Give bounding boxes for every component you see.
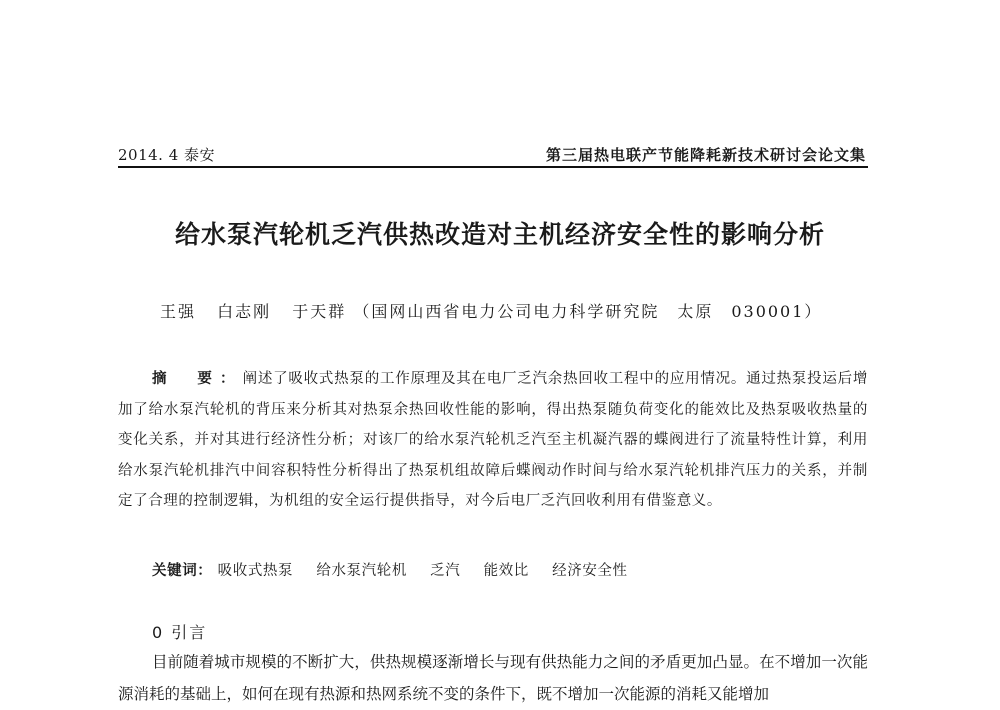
keyword: 吸收式热泵 <box>217 563 294 579</box>
header-proceedings-title: 第三届热电联产节能降耗新技术研讨会论文集 <box>545 146 866 164</box>
abstract-label: 摘 要： <box>152 371 243 387</box>
keyword: 能效比 <box>483 563 529 579</box>
keywords <box>152 559 646 580</box>
body-text <box>118 646 868 710</box>
keyword: 乏汽 <box>430 563 461 579</box>
abstract-paragraph <box>118 364 868 517</box>
abstract-text: 阐述了吸收式热泵的工作原理及其在电厂乏汽余热回收工程中的应用情况。通过热泵投运后增加了给水泵汽轮机的背压来分析其对热泵余热回收性能的影响，得出热泵随负荷变化的能效比及热泵吸收热量的变化关系，并对其进行经济性分析；对该厂的给水泵汽轮机乏汽至主机凝汽器的蝶阀进行了流量特性计算，利用给水泵汽轮机排汽中间容积特性分析得出了热泵机组故障后蝶阀动作时间与给水泵汽轮机排汽压力的关系，并制定了合理的控制逻辑，为机组的安全运行提供指导，对今后电厂乏汽回收利用有借鉴意义。 <box>118 371 869 509</box>
header-date-location: 2014. 4 泰安 <box>118 146 216 164</box>
section-number: 0 <box>152 623 165 642</box>
keyword: 给水泵汽轮机 <box>316 563 407 579</box>
section-heading <box>152 620 207 643</box>
keyword: 经济安全性 <box>552 563 628 579</box>
author-name: 王强 <box>160 302 197 321</box>
author-line <box>160 299 822 322</box>
abstract <box>118 364 868 517</box>
author-name: 白志刚 <box>217 302 272 321</box>
paper-title: 给水泵汽轮机乏汽供热改造对主机经济安全性的影响分析 <box>174 220 825 249</box>
section-title: 引言 <box>171 623 208 642</box>
author-name: 于天群 <box>292 302 347 321</box>
keywords-label: 关键词： <box>152 563 213 579</box>
body-paragraph: 目前随着城市规模的不断扩大，供热规模逐渐增长与现有供热能力之间的矛盾更加凸显。在不增加一次能源消耗的基础上，如何在现有热源和热网系统不变的条件下，既不增加一次能源的消耗又能增加 <box>118 653 868 703</box>
running-header <box>118 140 868 168</box>
author-affiliation: （国网山西省电力公司电力科学研究院 太原 030001） <box>353 302 823 321</box>
